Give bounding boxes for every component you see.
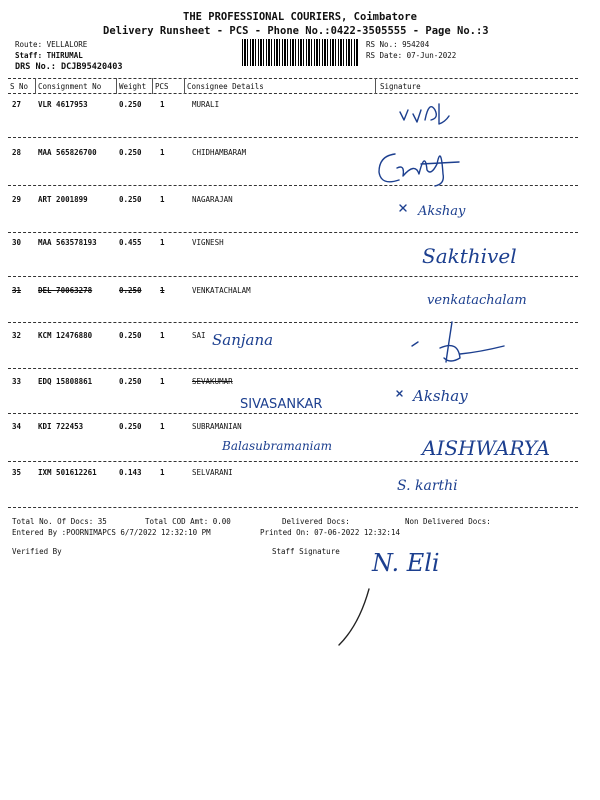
signature-row35-text: S. karthi: [397, 478, 458, 494]
row-pcs: 1: [160, 238, 165, 247]
col-consignee: Consignee Details: [187, 82, 264, 91]
row-consignment: MAA 563578193: [38, 238, 97, 247]
entered-by: Entered By :POORNIMAPCS 6/7/2022 12:32:10 PM: [12, 528, 211, 537]
signature-row28: [375, 140, 465, 188]
col-sno: S No: [10, 82, 29, 91]
row-pcs: 1: [160, 100, 165, 109]
row-consignee: MURALI: [192, 100, 220, 109]
row-consignment: EDQ 15808861: [38, 377, 93, 386]
row-consignment: KCM 12476880: [38, 331, 93, 340]
column-divider: [35, 78, 36, 94]
row-divider: [8, 276, 578, 277]
row-consignment: ART 2001899: [38, 195, 88, 204]
row-consignee: SEVAKUMAR: [192, 377, 233, 386]
row-weight: 0.250: [119, 331, 142, 340]
row-divider: [8, 507, 578, 508]
verified-by: Verified By: [12, 547, 62, 556]
signature-row34-text: AISHWARYA: [422, 436, 551, 460]
row-consignee: VENKATACHALAM: [192, 286, 251, 295]
row-pcs: 1: [160, 377, 165, 386]
row-divider: [8, 185, 578, 186]
total-docs: Total No. Of Docs: 35: [12, 517, 107, 526]
row-sno: 31: [12, 286, 22, 295]
row-weight: 0.250: [119, 377, 142, 386]
signature-row29: [398, 195, 538, 225]
staff-signature-text: N. Eli: [372, 549, 440, 577]
row-sno: 33: [12, 377, 22, 386]
signature-row30: [420, 233, 550, 273]
rs-date: RS Date: 07-Jun-2022: [366, 51, 457, 60]
row-consignee: NAGARAJAN: [192, 195, 233, 204]
row-divider: [8, 137, 578, 138]
divider: [8, 93, 578, 94]
signature-row32: [410, 318, 530, 368]
col-consignment: Consignment No: [38, 82, 102, 91]
total-cod: Total COD Amt: 0.00: [145, 517, 231, 526]
signature-row31: [425, 282, 565, 312]
signature-row35: [395, 470, 535, 500]
row-consignment: IXM 501612261: [38, 468, 97, 477]
row-consignment: DEL 70063278: [38, 286, 93, 295]
company-title: THE PROFESSIONAL COURIERS, Coimbatore: [183, 11, 417, 23]
row-sno: 29: [12, 195, 22, 204]
row-consignment: VLR 4617953: [38, 100, 88, 109]
column-divider: [184, 78, 185, 94]
signature-row31-text: venkatachalam: [427, 293, 527, 308]
row-weight: 0.143: [119, 468, 142, 477]
signature-row34: [420, 425, 590, 465]
row-sno: 27: [12, 100, 22, 109]
col-weight: Weight: [119, 82, 147, 91]
route: Route: VELLALORE: [15, 40, 88, 49]
handwritten-name-row32: [210, 325, 300, 355]
row-pcs: 1: [160, 468, 165, 477]
row-weight: 0.250: [119, 422, 142, 431]
delivered-docs: Delivered Docs:: [282, 517, 350, 526]
signature-row30-text: Sakthivel: [422, 244, 517, 268]
row-divider: [8, 368, 578, 369]
printed-on: Printed On: 07-06-2022 12:32:14: [260, 528, 400, 537]
row-consignee: SAI: [192, 331, 206, 340]
row-consignment: KDI 722453: [38, 422, 84, 431]
row-weight: 0.250: [119, 286, 142, 295]
col-pcs: PCS: [155, 82, 169, 91]
row-sno: 35: [12, 468, 22, 477]
signature-row33: [395, 375, 505, 415]
row-pcs: 1: [160, 195, 165, 204]
row-consignee: SUBRAMANIAN: [192, 422, 242, 431]
row-sno: 32: [12, 331, 22, 340]
row-pcs: 1: [160, 148, 165, 157]
signature-row29-text: Akshay: [418, 204, 466, 219]
row-weight: 0.455: [119, 238, 142, 247]
staff-signature-label: Staff Signature: [272, 547, 340, 556]
non-delivered-docs: Non Delivered Docs:: [405, 517, 491, 526]
row-weight: 0.250: [119, 148, 142, 157]
handwritten-name-row32-text: Sanjana: [212, 331, 274, 349]
handwritten-name-row33-text: SIVASANKAR: [240, 397, 323, 412]
drs-number: DRS No.: DCJB95420403: [15, 62, 123, 72]
rs-number: RS No.: 954204: [366, 40, 430, 49]
runsheet-title: Delivery Runsheet - PCS - Phone No.:0422-3505555 - Page No.:3: [103, 25, 489, 37]
handwritten-name-row33: [238, 388, 348, 418]
row-consignee: SELVARANI: [192, 468, 233, 477]
row-consignment: MAA 565826700: [38, 148, 97, 157]
staff-signature: [370, 535, 500, 585]
row-sno: 28: [12, 148, 22, 157]
row-weight: 0.250: [119, 195, 142, 204]
row-sno: 30: [12, 238, 22, 247]
col-signature: Signature: [380, 82, 421, 91]
signature-row33-text: Akshay: [413, 387, 468, 405]
column-divider: [116, 78, 117, 94]
row-pcs: 1: [160, 331, 165, 340]
handwritten-name-row34: [220, 430, 390, 460]
column-divider: [152, 78, 153, 94]
divider: [8, 78, 578, 79]
signature-row27: [395, 98, 455, 128]
row-pcs: 1: [160, 422, 165, 431]
staff: Staff: THIRUMAL: [15, 51, 83, 60]
row-weight: 0.250: [119, 100, 142, 109]
pen-stroke: [335, 585, 375, 655]
row-consignee: VIGNESH: [192, 238, 224, 247]
barcode: [242, 39, 359, 66]
handwritten-name-row34-text: Balasubramaniam: [222, 439, 333, 453]
column-divider: [375, 78, 376, 94]
row-consignee: CHIDHAMBARAM: [192, 148, 247, 157]
row-pcs: 1: [160, 286, 165, 295]
row-sno: 34: [12, 422, 22, 431]
